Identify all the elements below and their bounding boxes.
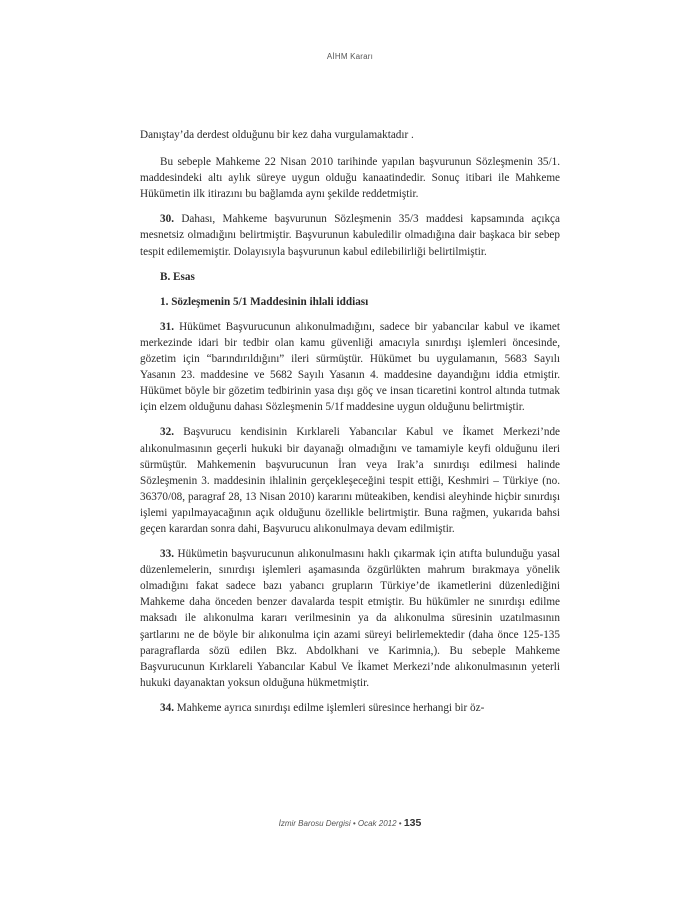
running-header: AİHM Kararı xyxy=(326,52,374,61)
paragraph-33 xyxy=(140,546,560,691)
paragraph-30 xyxy=(140,211,560,259)
paragraph-text: Hükümetin başvurucunun alıkonulmasını haklı çıkarmak için atıfta bulunduğu yasal düzenlemelerin, sınırdışı işlemleri aşamasında özgürlükten mahrum bırakmaya yönelik olmadığını fakat sadece bazı yabancı grupların Türkiye’de ikametlerini düzenlediğini Mahkeme daha önceden benzer davalarda tespit etmiştir. Bu hükümler ne sınırdışı edilme maksadı ile alıkonulma kararı verilmesinin ya da alıkonulma süresinin uzatılmasının şartlarını ne de böyle bir alıkonulma için azami süreyi belirlemektedir (daha önce 125-135 paragraflarda sözü edilen Bkz. Abdolkhani ve Karimnia,). Bu sebeple Mahkeme Başvurucunun Kırklareli Yabancılar Kabul Ve İkamet Merkezi’nde alıkonulmasının yeterli hukuki dayanaktan yoksun olduğuna hükmetmiştir. xyxy=(140,548,560,689)
paragraph-number: 30. xyxy=(160,213,174,226)
paragraph-34 xyxy=(140,700,560,716)
paragraph-number: 34. xyxy=(160,701,174,714)
section-heading-b: B. Esas xyxy=(160,270,195,283)
paragraph-text: Hükümet Başvurucunun alıkonulmadığını, sadece bir yabancılar kabul ve ikamet merkezinde idari bir tedbir olan kamu güvenliği amacıyla sınırdışı işlemleri öncesinde, gözetim için “barındırıldığını” ileri sürmüştür. Hükümet bu uygulamanın, 5683 Sayılı Yasanın 23. maddesine ve 5682 Sayılı Yasanın 4. maddesine dayandığını iddia etmiştir. Hükümet böyle bir gözetim tedbirinin yasa dışı göç ve insan ticaretini kontrol altında tutmak için elzem olduğunu dahası Sözleşmenin 5/1f maddesine uygun olduğunu belirtmiştir. xyxy=(140,320,560,414)
paragraph-text: Dahası, Mahkeme başvurunun Sözleşmenin 35/3 maddesi kapsamında açıkça mesnetsiz olmadığını belirtmiştir. Başvurunun kabuledilir olmadığına dair başkaca bir sebep tespit edilememiştir. Dolayısıyla başvurunun kabul edilebilirliği belirtilmiştir. xyxy=(140,213,560,258)
page-footer xyxy=(0,817,700,829)
document-body xyxy=(140,127,560,716)
paragraph-number: 31. xyxy=(160,320,174,333)
journal-info: İzmir Barosu Dergisi • Ocak 2012 • xyxy=(278,819,404,828)
subsection-heading-1: 1. Sözleşmenin 5/1 Maddesinin ihlali iddiası xyxy=(160,295,369,308)
paragraph-number: 32. xyxy=(160,426,174,439)
page-number: 135 xyxy=(403,817,422,829)
paragraph-32 xyxy=(140,424,560,537)
paragraph-text: Mahkeme ayrıca sınırdışı edilme işlemleri süresince herhangi bir öz- xyxy=(173,701,485,714)
paragraph-text: Başvurucu kendisinin Kırklareli Yabancılar Kabul ve İkamet Merkezi’nde alıkonulmasının geçerli hukuki bir dayanağı olmadığını ve tamamiyle keyfi olduğunu ileri sürmüştür. Mahkemenin başvurucunun İran veya Irak’a sınırdışı edilmesi halinde Sözleşmenin 3. maddesinin ihlalinin gerçekleşeceğini tespit ettiği, Keshmiri – Türkiye (no. 36370/08, paragraf 28, 13 Nisan 2010) kararını müteakiben, kendisi aleyhinde hiçbir sınırdışı işlemi yapılmayacağının açık olduğunu özellikle belirtmiştir. Buna rağmen, yukarıda bahsi geçen karardan sonra dahi, Başvurucu alıkonulmaya devam edilmiştir. xyxy=(140,426,560,535)
paragraph-continuation: Danıştay’da derdest olduğunu bir kez daha vurgulamaktadır . xyxy=(140,129,414,141)
paragraph-number: 33. xyxy=(160,548,174,561)
paragraph: Bu sebeple Mahkeme 22 Nisan 2010 tarihinde yapılan başvurunun Sözleşmenin 35/1. maddesindeki altı aylık süreye uygun olduğu kanaatindedir. Sonuç itibari ile Mahkeme Hükümetin ilk itirazını bu bağlamda aynı şekilde reddetmiştir. xyxy=(140,156,560,201)
paragraph-31 xyxy=(140,319,560,416)
